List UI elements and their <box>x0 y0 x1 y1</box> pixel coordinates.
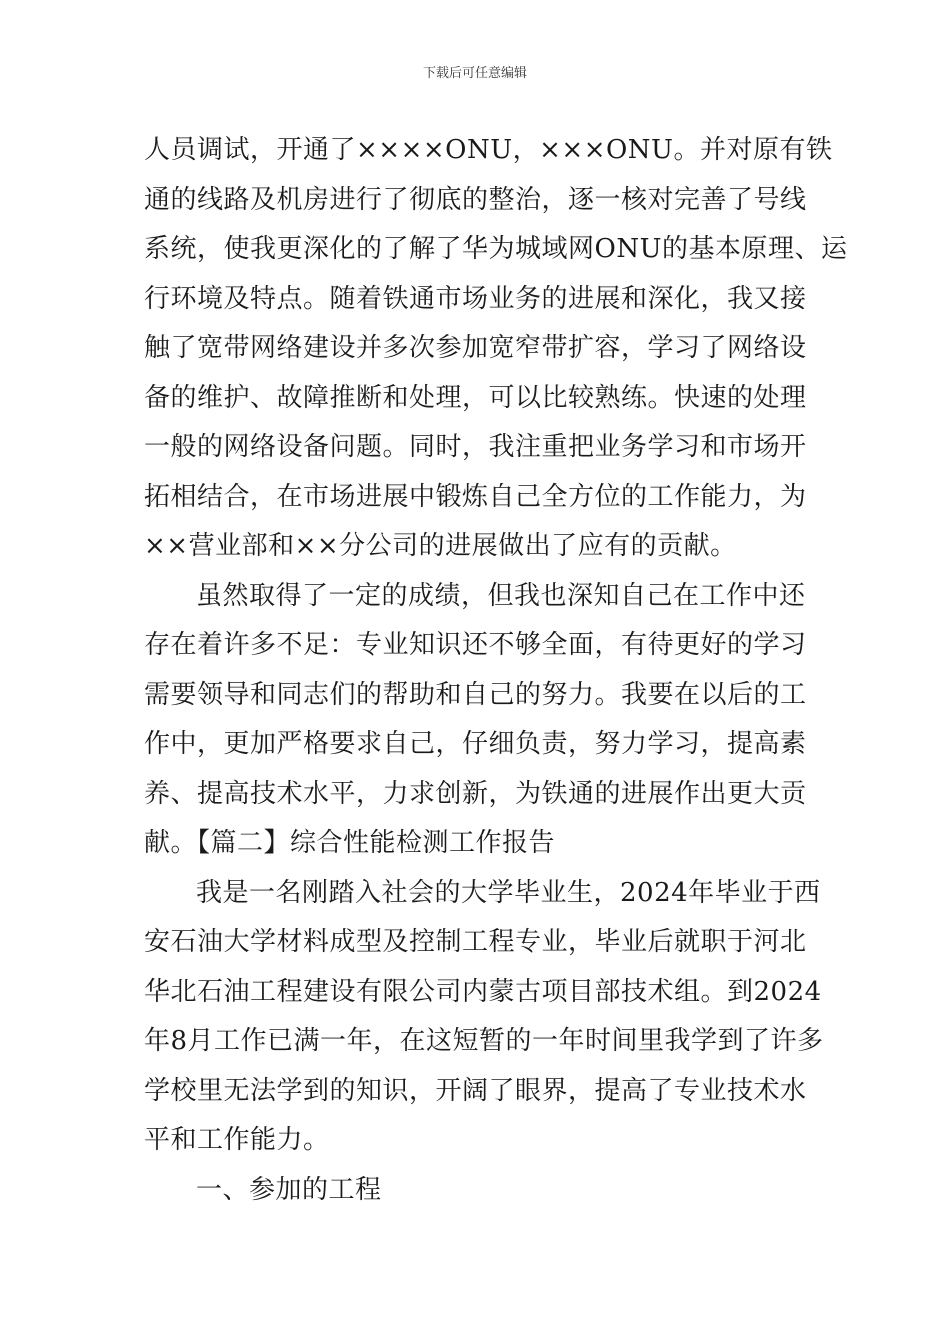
text-line: 年8月工作已满一年，在这短暂的一年时间里我学到了许多 <box>144 1026 824 1056</box>
text-line: 系统，使我更深化的了解了华为城域网ONU的基本原理、运 <box>144 234 848 264</box>
text-line: 安石油大学材料成型及控制工程专业，毕业后就职于河北 <box>144 927 807 957</box>
paragraph-start-line: 虽然取得了一定的成绩，但我也深知自己在工作中还 <box>196 580 806 611</box>
text-line: 一般的网络设备问题。同时，我注重把业务学习和市场开 <box>144 432 807 462</box>
text-line: 通的线路及机房进行了彻底的整治，逐一核对完善了号线 <box>144 184 807 215</box>
text-line: 人员调试，开通了××××ONU，×××ONU。并对原有铁 <box>144 135 833 165</box>
paragraph-start-line: 我是一名刚踏入社会的大学毕业生，2024年毕业于西 <box>196 877 821 908</box>
text-line: 养、提高技术水平，力求创新，为铁通的进展作出更大贡 <box>144 778 807 809</box>
text-line: ××营业部和××分公司的进展做出了应有的贡献。 <box>144 531 737 561</box>
document-body <box>144 126 848 1215</box>
section-heading-line: 献。【篇二】综合性能检测工作报告 <box>144 828 556 858</box>
text-line: 触了宽带网络建设并多次参加宽窄带扩容，学习了网络设 <box>144 333 807 363</box>
text-line: 作中，更加严格要求自己，仔细负责，努力学习，提高素 <box>144 729 807 759</box>
text-line: 行环境及特点。随着铁通市场业务的进展和深化，我又接 <box>144 283 807 314</box>
text-line: 存在着许多不足：专业知识还不够全面，有待更好的学习 <box>144 630 807 660</box>
text-line: 拓相结合，在市场进展中锻炼自己全方位的工作能力，为 <box>144 481 807 512</box>
text-line: 华北石油工程建设有限公司内蒙古项目部技术组。到2024 <box>144 976 822 1007</box>
text-line: 平和工作能力。 <box>144 1125 330 1155</box>
page-header: 下载后可任意编辑 <box>422 66 527 81</box>
text-line: 学校里无法学到的知识，开阔了眼界，提高了专业技术水 <box>144 1075 807 1106</box>
text-line: 需要领导和同志们的帮助和自己的努力。我要在以后的工 <box>144 679 807 710</box>
subheading-line: 一、参加的工程 <box>196 1174 382 1205</box>
text-line: 备的维护、故障推断和处理，可以比较熟练。快速的处理 <box>144 382 807 413</box>
